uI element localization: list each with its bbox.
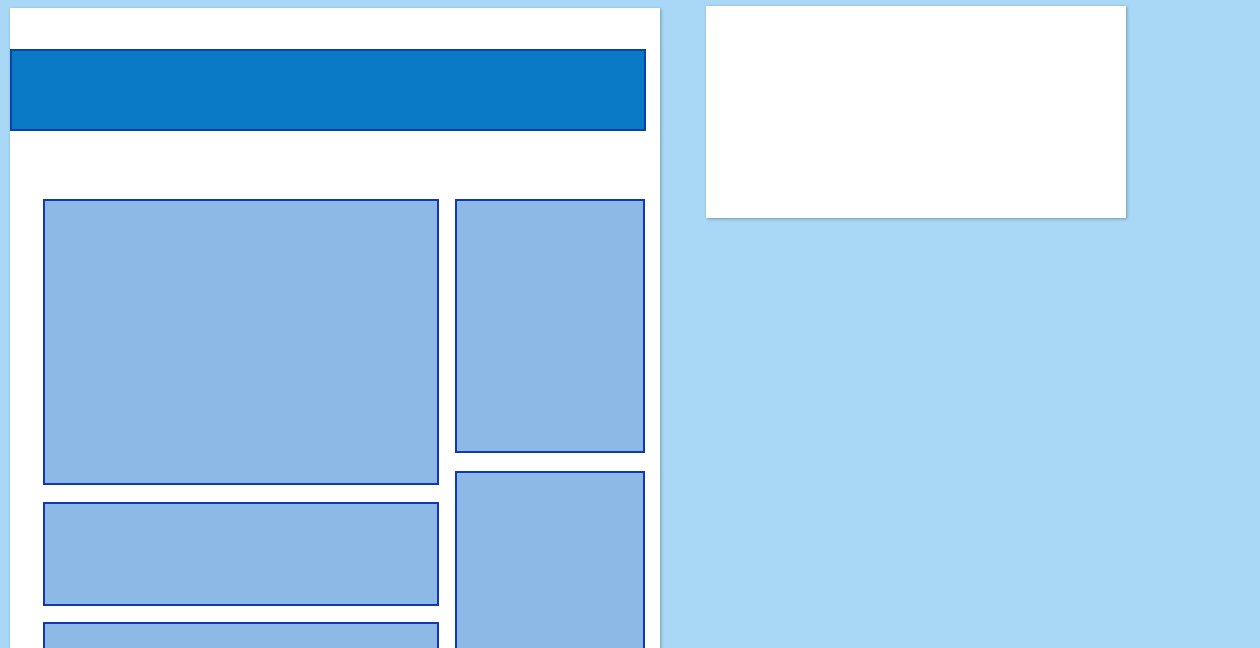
card-colour-poster (43, 502, 439, 606)
card-splat (455, 199, 645, 453)
card-colour-song (43, 622, 439, 648)
page-preview-back (706, 6, 1126, 218)
card-dance-mat (43, 199, 439, 485)
page-preview-large (10, 8, 660, 648)
card-colour-bingo (455, 471, 645, 648)
title-banner (10, 49, 646, 131)
